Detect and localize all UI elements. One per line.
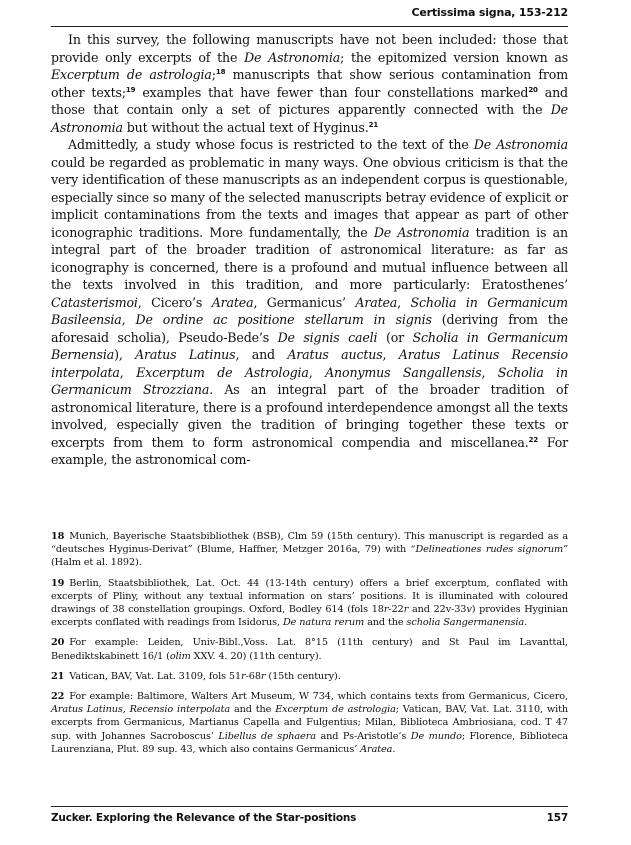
footnote: [51, 636, 568, 662]
italic-text: Aratea: [360, 743, 393, 755]
text-run: ; Florence, Biblioteca Laurenziana, Plut. 89 sup. 43, which also contains Germanicus’: [51, 730, 568, 755]
italic-text: r: [260, 670, 266, 682]
text-run: Munich, Bayerische Staatsbibliothek (BSB), Clm 59 (15th century). This manuscript is regarded as a “deutsches Hyginus-Derivat” (Blume, Haffner, Metzger 2016a, 79) with: [51, 531, 568, 556]
text-run: manuscripts that show serious contamination from other texts;: [51, 67, 568, 100]
italic-text: v: [466, 604, 472, 616]
footnote-text: [51, 531, 568, 568]
italic-text: Aratea: [355, 294, 398, 310]
italic-text: Anonymus Sangallensis: [325, 364, 482, 380]
text-run: examples that have fewer than four constellations marked: [135, 84, 529, 100]
text-run: but without the actual text of Hyginus.: [122, 119, 369, 135]
italic-text: Aratus Latinus: [135, 347, 236, 362]
text-run: and the: [230, 704, 276, 716]
text-run: ,: [121, 312, 136, 327]
footnote: [51, 577, 568, 630]
italic-text: De Astronomia: [51, 102, 568, 135]
text-run: ,: [382, 347, 399, 362]
italic-text: Excerptum de astrologia: [275, 704, 396, 716]
footnote-text: [51, 691, 568, 755]
italic-text: “Delineationes rudes signorum”: [410, 544, 568, 556]
text-run: ),: [114, 347, 136, 362]
text-run: and those that contain only a set of pictures apparently connected with the: [51, 84, 568, 117]
text-run: .: [392, 743, 396, 755]
italic-text: Aratea: [211, 294, 254, 310]
italic-text: Aratus Latinus, Recensio interpolata: [51, 704, 231, 716]
text-run: (or: [377, 329, 413, 345]
text-run: Admittedly, a study whose focus is restricted to the text of the: [68, 137, 474, 152]
italic-text: De natura rerum: [282, 617, 365, 629]
text-run: ,: [481, 364, 498, 380]
italic-text: Excerptum de Astrologia: [136, 364, 309, 380]
footnotes: [51, 530, 568, 763]
italic-text: De signis caeli: [277, 329, 378, 345]
italic-text: De mundo: [410, 730, 462, 742]
text-run: For example, the astronomical com-: [51, 434, 569, 467]
footnote-number: 18: [51, 531, 65, 542]
text-run: -22: [388, 604, 404, 616]
header-rule: [51, 26, 568, 27]
text-run: could be regarded as problematic in many ways. One obvious criticism is that the very identification of these manuscripts as an independent corpus is questionable, especially since so many of the selected manuscripts betray evidence of explicit or implicit contaminations from the texts and images that appear as part of other iconographic traditions. More fundamentally, the: [51, 154, 568, 240]
text-run: , Germanicus’: [253, 294, 356, 310]
text-run: Vatican, BAV, Vat. Lat. 3109, fols 51: [69, 670, 242, 682]
footnote-number: 19: [51, 577, 65, 589]
text-run: , and: [235, 347, 288, 362]
running-foot: [51, 810, 568, 826]
text-run: In this survey, the following manuscripts have not been included: those that provide only excerpts of the: [51, 32, 568, 65]
italic-text: Catasterismoi: [51, 294, 138, 310]
italic-text: Excerptum de astrologia: [51, 67, 212, 82]
running-head: Certissima signa, 153-212: [411, 6, 568, 19]
italic-text: r: [403, 604, 409, 616]
text-run: ) provides Hyginian excerpts conflated with readings from Isidorus,: [51, 604, 568, 629]
text-run: (deriving from the aforesaid scholia), Pseudo-Bede’s: [51, 312, 568, 345]
text-run: ;: [211, 67, 216, 82]
text-run: XXV. 4. 20) (11th century).: [190, 650, 322, 662]
footnote-number: 22: [51, 691, 65, 703]
italic-text: De Astronomia: [473, 137, 568, 152]
italic-text: r: [383, 604, 389, 616]
italic-text: olim: [169, 650, 191, 662]
text-run: (Halm et al. 1892).: [51, 557, 142, 569]
italic-text: Scholia in Germanicum Bernensia: [51, 329, 568, 362]
italic-text: De ordine ac positione stellarum in signis: [135, 312, 432, 327]
text-run: and Ps-Aristotle’s: [315, 730, 411, 742]
text-run: and the: [364, 617, 407, 629]
text-run: and 22v-33: [408, 604, 467, 616]
footnote-ref: 18: [215, 67, 226, 76]
footnote-text: [51, 578, 568, 629]
footnote: [51, 670, 568, 683]
text-run: ,: [119, 364, 137, 380]
italic-text: r: [241, 670, 246, 682]
footnote-ref: 21: [368, 120, 379, 129]
page-number: 157: [546, 812, 568, 824]
footnote-number: 21: [51, 670, 65, 682]
text-run: tradition is an integral part of the broader tradition of astronomical literature: as far as iconography is concerned, there is a profound and mutual influence between all the texts involved in this tradition, and more particularly: Eratosthenes’: [51, 224, 568, 292]
footnote-ref: 22: [528, 435, 539, 444]
text-run: , Cicero’s: [137, 294, 212, 310]
italic-text: scholia Sangermanensia: [406, 617, 525, 629]
italic-text: Aratus auctus: [287, 347, 383, 362]
footnote-ref: 20: [528, 85, 538, 94]
text-run: -68: [245, 670, 261, 682]
footnote: [51, 530, 568, 570]
text-run: ,: [397, 294, 411, 310]
footnote-number: 20: [51, 637, 65, 649]
text-run: For example: Baltimore, Walters Art Museum, W 734, which contains texts from Germanicus, Cicero,: [69, 691, 568, 703]
italic-text: Aratus Latinus Recensio interpolata: [51, 347, 568, 380]
text-run: .: [524, 617, 528, 629]
footnote-ref: 19: [125, 85, 136, 94]
paragraph: [51, 136, 568, 469]
italic-text: Scholia in Germanicum Basileensia: [51, 294, 568, 327]
footer-title: Zucker. Exploring the Relevance of the Star-positions: [51, 812, 357, 824]
footnote-text: [51, 637, 568, 661]
text-run: For example: Leiden, Univ-Bibl.,Voss. Lat. 8°15 (11th century) and St Paul im Lavanttal, Benediktskabinett 16/1 (: [51, 637, 568, 662]
italic-text: Scholia in Germanicum Strozziana: [51, 364, 568, 397]
footnote-text: [69, 671, 340, 682]
main-text: [51, 31, 568, 469]
italic-text: De Astronomia: [373, 224, 470, 240]
text-run: ,: [308, 364, 326, 380]
text-run: ; Vatican, BAV, Vat. Lat. 3110, with excerpts from Germanicus, Martianus Capella and Fulgentius; Milan, Biblioteca Ambriosiana, cod. T 47 sup. with Johannes Sacroboscus’: [51, 704, 569, 742]
footer-rule: [51, 806, 568, 807]
italic-text: Libellus de sphaera: [218, 730, 316, 742]
italic-text: De Astronomia: [244, 49, 341, 65]
text-run: . As an integral part of the broader tradition of astronomical literature, there is a profound interdependence amongst all the texts involved, especially given the tradition of bringing together these texts or excerpts from them to form astronomical compendia and miscellanea.: [51, 382, 568, 450]
text-run: (15th century).: [265, 670, 341, 682]
text-run: Berlin, Staatsbibliothek, Lat. Oct. 44 (13-14th century) offers a brief excerptum, conflated with excerpts of Pliny, without any textual information on stars’ positions. It is illuminated with coloured drawings of 38 constellation groupings. Oxford, Bodley 614 (fols 18: [51, 577, 568, 616]
footnote: [51, 690, 568, 756]
paragraph: [51, 31, 568, 136]
text-run: ; the epitomized version known as: [340, 49, 569, 65]
